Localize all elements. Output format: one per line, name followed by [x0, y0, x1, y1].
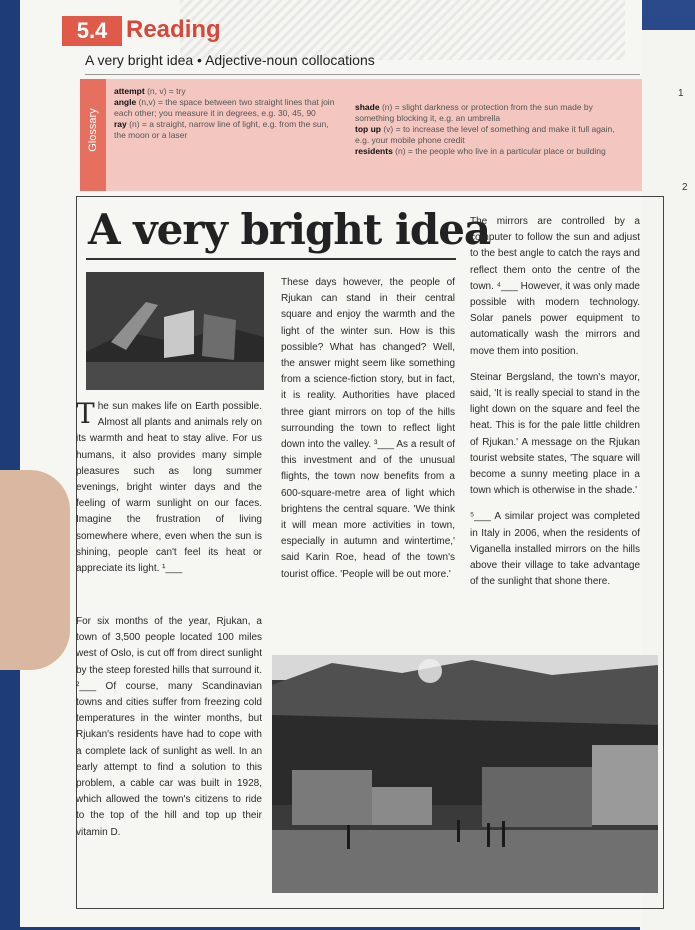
article-column-3: [470, 214, 640, 600]
glossary-term: attempt: [114, 86, 145, 96]
article-column-1: [76, 399, 262, 577]
header-stripes: [180, 0, 625, 60]
glossary-left-column: [114, 86, 339, 141]
headline-rule: [86, 258, 456, 260]
section-title: Reading: [126, 16, 221, 43]
town-square-illustration: [272, 655, 658, 893]
article-column-1b: [76, 614, 262, 841]
glossary-label: Glossary: [87, 108, 99, 152]
article-headline: A very bright idea: [88, 205, 491, 254]
glossary-definition: (n,v) = the space between two straight lines that join each other; you measure it in degrees, e.g. 30, 45, 90: [114, 97, 335, 118]
glossary-entry: [114, 86, 339, 97]
glossary-entry: [355, 146, 630, 157]
facing-page-number-2: 2: [682, 182, 688, 193]
town-square-photo: [272, 655, 658, 893]
drop-cap: T: [76, 397, 95, 430]
section-subtitle: A very bright idea • Adjective-noun collocations: [85, 52, 375, 68]
glossary-term: residents: [355, 146, 393, 156]
facing-page-number-1: 1: [678, 88, 684, 99]
glossary-entry: [114, 119, 339, 141]
paragraph-5: Steinar Bergsland, the town's mayor, said, 'It is really special to stand in the light down on the square and feel the heat. This is for the pale little children of Rjukan.' A message on the Rjukan tourist website states, 'The square will become a sunny meeting place in a town which is otherwise in the shade.': [470, 371, 640, 497]
mirrors-photo: [86, 272, 264, 390]
glossary-term: angle: [114, 97, 137, 107]
glossary-entry: [355, 102, 630, 124]
section-number: 5.4: [62, 16, 122, 46]
glossary-term: top up: [355, 124, 381, 134]
article-column-2: [281, 275, 455, 583]
mirrors-illustration: [86, 272, 264, 390]
subtitle-rule: [85, 74, 640, 75]
glossary-definition: (v) = to increase the level of something and make it full again, e.g. your mobile phone credit: [355, 124, 615, 145]
glossary-term: ray: [114, 119, 127, 129]
glossary-definition: (n) = slight darkness or protection from the sun made by something blocking it, e.g. an umbrella: [355, 102, 593, 123]
paragraph-2: For six months of the year, Rjukan, a town of 3,500 people located 100 miles west of Oslo, is cut off from direct sunlight by the steep forested hills that surround it. ²___ Of course, many Scandinavian towns and cities suffer from freezing cold temperatures in the winter months, but Rjukan's residents have had to cope with a complete lack of sunlight as well. In an early attempt to find a solution to this problem, a cable car was built in 1928, which allowed the town's citizens to ride to the top of the hill and top up their vitamin D.: [76, 616, 262, 838]
glossary-entry: [355, 124, 630, 146]
glossary-entry: [114, 97, 339, 119]
holding-thumb: [0, 470, 70, 670]
paragraph-6: ⁵___ A similar project was completed in Italy in 2006, when the residents of Viganella installed mirrors on the hills above their village to take advantage of the sunlight that shone there.: [470, 511, 640, 588]
paragraph-4: The mirrors are controlled by a computer to follow the sun and adjust to the best angle to catch the rays and reflect them onto the centre of the town. ⁴___ However, it was only made possible with modern technology. Solar panels power equipment to automatically wash the mirrors and move them into position.: [470, 216, 640, 357]
glossary-definition: (n) = the people who live in a particular place or building: [395, 146, 606, 156]
paragraph-3: These days however, the people of Rjukan can stand in their central square and enjoy the warmth and the light of the winter sun. How is this possible? What has changed? Well, the answer might seem like something from a science-fiction story, but in fact, it is reality. Authorities have placed three giant mirrors on top of the hills surrounding the town to reflect light down into the valley. ³___ As a result of this investment and of the unusual flights, the town now benefits from a 600-square-metre area of light which brightens the central square. 'We think it will mean more activities in town, especially in autumn and wintertime,' said Karin Roe, head of the town's tourist office. 'People will be out more.': [281, 277, 455, 580]
glossary-right-column: [355, 102, 630, 157]
glossary-definition: (n) = a straight, narrow line of light, e.g. from the sun, the moon or a laser: [114, 119, 329, 140]
glossary-definition: (n, v) = try: [147, 86, 186, 96]
glossary-term: shade: [355, 102, 380, 112]
paragraph-1: he sun makes life on Earth possible. Almost all plants and animals rely on its warmth and heat to stay alive. For us humans, it also provides many simple pleasures such as long summer evenings, bright winter days and the feeling of warm sunlight on our faces. Imagine the frustration of living somewhere where, even when the sun is shining, people can't feel its heat or appreciate its light. ¹___: [76, 401, 262, 575]
